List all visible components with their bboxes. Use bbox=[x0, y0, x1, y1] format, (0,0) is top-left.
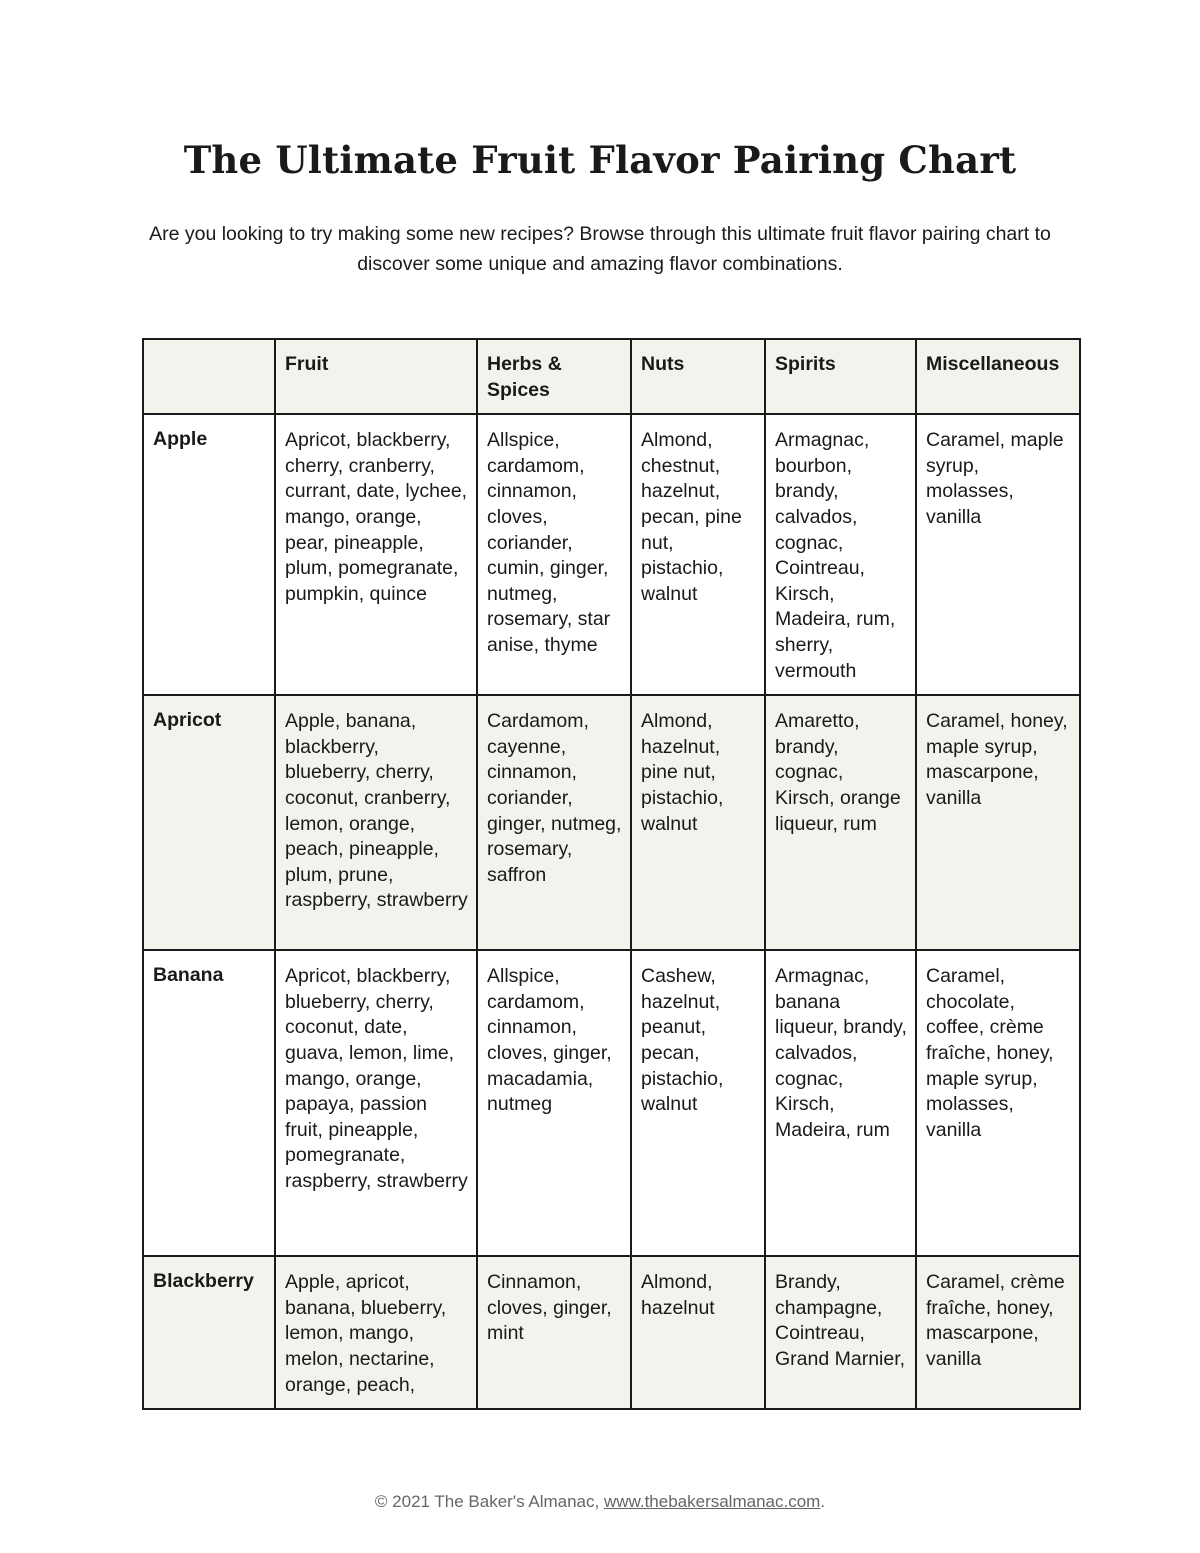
row-label-apricot: Apricot bbox=[143, 695, 275, 950]
footer-suffix: . bbox=[820, 1492, 826, 1511]
cell-spirits: Armagnac, bourbon, brandy, calvados, cognac, Cointreau, Kirsch, Madeira, rum, sherry, vermouth bbox=[765, 414, 916, 695]
header-cell-nuts: Nuts bbox=[631, 339, 765, 414]
table-row bbox=[143, 950, 1080, 1256]
pairing-table bbox=[142, 338, 1081, 1410]
cell-spirits: Brandy, champagne, Cointreau, Grand Marnier, bbox=[765, 1256, 916, 1409]
table-row bbox=[143, 414, 1080, 695]
header-cell-fruit: Fruit bbox=[275, 339, 477, 414]
cell-miscellaneous: Caramel, chocolate, coffee, crème fraîche, honey, maple syrup, molasses, vanilla bbox=[916, 950, 1080, 1256]
cell-miscellaneous: Caramel, crème fraîche, honey, mascarpone, vanilla bbox=[916, 1256, 1080, 1409]
row-label-apple: Apple bbox=[143, 414, 275, 695]
header-cell-blank bbox=[143, 339, 275, 414]
cell-miscellaneous: Caramel, honey, maple syrup, mascarpone, vanilla bbox=[916, 695, 1080, 950]
cell-fruit: Apple, apricot, banana, blueberry, lemon, mango, melon, nectarine, orange, peach, bbox=[275, 1256, 477, 1409]
cell-herbs-spices: Allspice, cardamom, cinnamon, cloves, coriander, cumin, ginger, nutmeg, rosemary, star anise, thyme bbox=[477, 414, 631, 695]
cell-miscellaneous: Caramel, maple syrup, molasses, vanilla bbox=[916, 414, 1080, 695]
header-cell-miscellaneous: Miscellaneous bbox=[916, 339, 1080, 414]
cell-nuts: Cashew, hazelnut, peanut, pecan, pistachio, walnut bbox=[631, 950, 765, 1256]
cell-herbs-spices: Cardamom, cayenne, cinnamon, coriander, ginger, nutmeg, rosemary, saffron bbox=[477, 695, 631, 950]
row-label-banana: Banana bbox=[143, 950, 275, 1256]
header-cell-herbs-spices: Herbs & Spices bbox=[477, 339, 631, 414]
cell-herbs-spices: Allspice, cardamom, cinnamon, cloves, ginger, macadamia, nutmeg bbox=[477, 950, 631, 1256]
cell-nuts: Almond, hazelnut bbox=[631, 1256, 765, 1409]
cell-fruit: Apricot, blackberry, cherry, cranberry, currant, date, lychee, mango, orange, pear, pineapple, plum, pomegranate, pumpkin, quince bbox=[275, 414, 477, 695]
cell-fruit: Apricot, blackberry, blueberry, cherry, coconut, date, guava, lemon, lime, mango, orange, papaya, passion fruit, pineapple, pomegranate, raspberry, strawberry bbox=[275, 950, 477, 1256]
cell-spirits: Armagnac, banana liqueur, brandy, calvados, cognac, Kirsch, Madeira, rum bbox=[765, 950, 916, 1256]
table-row bbox=[143, 695, 1080, 950]
cell-nuts: Almond, chestnut, hazelnut, pecan, pine nut, pistachio, walnut bbox=[631, 414, 765, 695]
cell-spirits: Amaretto, brandy, cognac, Kirsch, orange liqueur, rum bbox=[765, 695, 916, 950]
table-header-row bbox=[143, 339, 1080, 414]
intro-paragraph: Are you looking to try making some new recipes? Browse through this ultimate fruit flavor pairing chart to discover some unique and amazing flavor combinations. bbox=[149, 223, 1051, 275]
cell-fruit: Apple, banana, blackberry, blueberry, cherry, coconut, cranberry, lemon, orange, peach, pineapple, plum, prune, raspberry, strawberry bbox=[275, 695, 477, 950]
footer-website-link[interactable]: www.thebakersalmanac.com bbox=[603, 1492, 821, 1511]
cell-herbs-spices: Cinnamon, cloves, ginger, mint bbox=[477, 1256, 631, 1409]
footer-copyright: © 2021 The Baker's Almanac, bbox=[374, 1492, 604, 1511]
table-row bbox=[143, 1256, 1080, 1409]
header-cell-spirits: Spirits bbox=[765, 339, 916, 414]
page-title: The Ultimate Fruit Flavor Pairing Chart bbox=[183, 138, 1017, 182]
cell-nuts: Almond, hazelnut, pine nut, pistachio, walnut bbox=[631, 695, 765, 950]
row-label-blackberry: Blackberry bbox=[143, 1256, 275, 1409]
footer bbox=[0, 1492, 1200, 1512]
